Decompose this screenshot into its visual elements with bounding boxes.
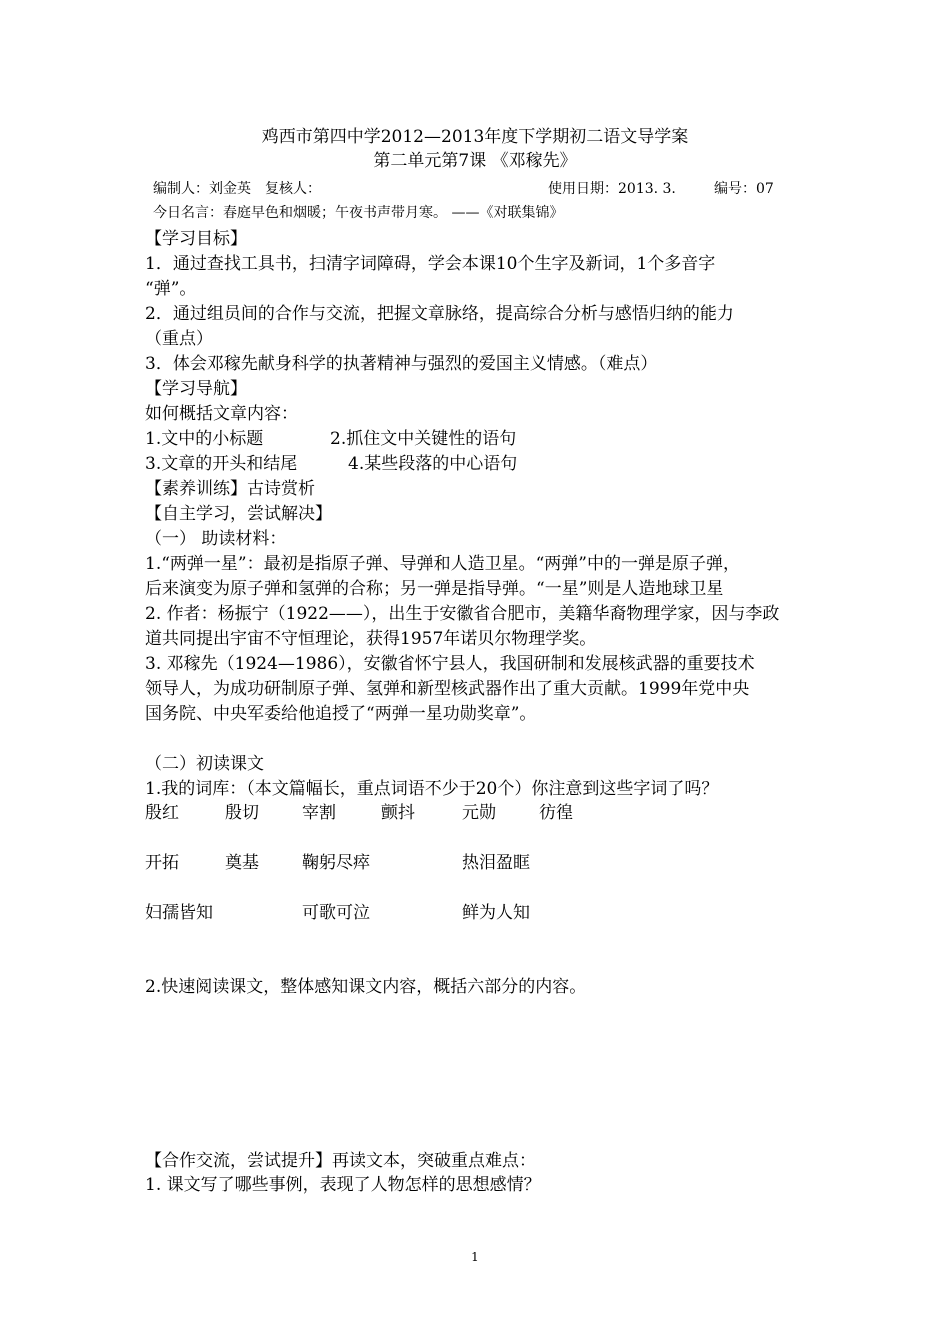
materials-heading: （一） 助读材料：	[145, 529, 287, 549]
goal-1-line-1: 1．通过查找工具书，扫清字词障碍，学会本课10个生字及新词，1个多音字	[145, 254, 716, 274]
vocab-word: 殷红	[145, 803, 179, 823]
vocab-word: 可歌可泣	[302, 903, 370, 923]
nav-item-3: 3.文章的开头和结尾	[145, 454, 298, 474]
coop-heading: 【合作交流，尝试提升】再读文本，突破重点难点：	[145, 1151, 536, 1171]
material-3-line-1: 3. 邓稼先（1924—1986），安徽省怀宁县人，我国研制和发展核武器的重要技术	[145, 654, 755, 674]
document-title: 鸡西市第四中学2012—2013年度下学期初二语文导学案	[261, 127, 689, 147]
motto: 今日名言：春庭早色和烟暖；午夜书声带月寒。 ——《对联集锦》	[153, 205, 564, 221]
nav-item-4: 4.某些段落的中心语句	[348, 454, 518, 474]
goal-1-line-2: “弹”。	[145, 279, 197, 299]
material-1-line-1: 1.“两弹一星”：最初是指原子弹、导弹和人造卫星。“两弹”中的一弹是原子弹，	[145, 554, 740, 574]
goal-2-line-2: （重点）	[145, 329, 213, 349]
reading-question-2: 2.快速阅读课文，整体感知课文内容，概括六部分的内容。	[145, 977, 587, 997]
editor-info: 编制人：刘金英 复核人：	[153, 181, 321, 197]
nav-heading: 【学习导航】	[145, 379, 247, 399]
vocab-word: 妇孺皆知	[145, 903, 213, 923]
vocab-word: 彷徨	[539, 803, 573, 823]
vocab-word: 颤抖	[381, 803, 415, 823]
usage-date: 使用日期：2013. 3.	[548, 181, 676, 197]
training-heading: 【素养训练】古诗赏析	[145, 479, 315, 499]
vocab-word: 元勋	[462, 803, 496, 823]
material-3-line-2: 领导人，为成功研制原子弹、氢弹和新型核武器作出了重大贡献。1999年党中央	[145, 679, 750, 699]
coop-question-1: 1. 课文写了哪些事例，表现了人物怎样的思想感情？	[145, 1175, 541, 1195]
vocab-word: 鞠躬尽瘁	[302, 853, 370, 873]
vocab-word: 鲜为人知	[462, 903, 530, 923]
goal-2-line-1: 2．通过组员间的合作与交流，把握文章脉络，提高综合分析与感悟归纳的能力	[145, 304, 734, 324]
page-number: 1	[471, 1250, 479, 1264]
material-2-line-2: 道共同提出宇宙不守恒理论，获得1957年诺贝尔物理学奖。	[145, 629, 597, 649]
goals-heading: 【学习目标】	[145, 229, 247, 249]
vocab-word: 宰割	[302, 803, 336, 823]
nav-intro: 如何概括文章内容：	[145, 404, 298, 424]
vocab-word: 奠基	[225, 853, 259, 873]
vocab-word: 热泪盈眶	[462, 853, 530, 873]
self-study-heading: 【自主学习，尝试解决】	[145, 504, 332, 524]
material-3-line-3: 国务院、中央军委给他追授了“两弹一星功勋奖章”。	[145, 704, 537, 724]
vocab-word: 开拓	[145, 853, 179, 873]
nav-item-2: 2.抓住文中关键性的语句	[330, 429, 517, 449]
vocab-word: 殷切	[225, 803, 259, 823]
goal-3: 3．体会邓稼先献身科学的执著精神与强烈的爱国主义情感。（难点）	[145, 354, 658, 374]
material-2-line-1: 2. 作者：杨振宁（1922——），出生于安徽省合肥市，美籍华裔物理学家，因与李政	[145, 604, 780, 624]
material-1-line-2: 后来演变为原子弹和氢弹的合称；另一弹是指导弹。“一星”则是人造地球卫星	[145, 579, 724, 599]
lesson-title: 第二单元第7课 《邓稼先》	[373, 151, 577, 171]
nav-item-1: 1.文中的小标题	[145, 429, 264, 449]
reading-question-1: 1.我的词库：（本文篇幅长，重点词语不少于20个）你注意到这些字词了吗？	[145, 779, 719, 799]
reading-heading: （二）初读课文	[145, 754, 264, 774]
document-number: 编号：07	[714, 181, 774, 197]
